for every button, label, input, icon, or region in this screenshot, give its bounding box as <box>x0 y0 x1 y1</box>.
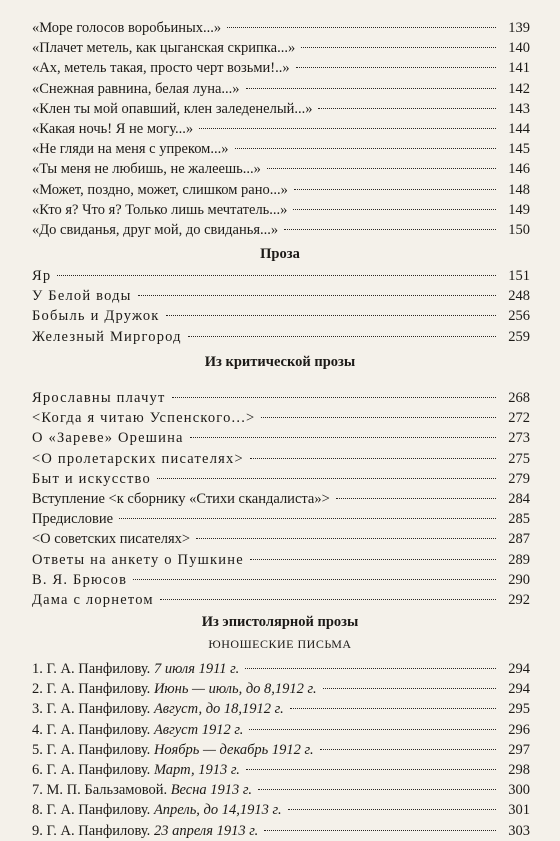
toc-entry <box>32 509 530 529</box>
letter-addressee: Г. А. Панфилову. <box>46 721 151 738</box>
letter-date: 23 апреля 1913 г. <box>153 822 259 839</box>
page-number: 289 <box>508 551 530 568</box>
toc-entry <box>32 58 530 78</box>
letter-addressee: Г. А. Панфилову. <box>46 822 151 839</box>
toc-entry <box>32 220 530 240</box>
toc-entry <box>32 679 530 699</box>
dot-leader <box>227 27 496 28</box>
dot-leader <box>188 336 496 337</box>
page-number: 151 <box>508 268 530 284</box>
entry-title <box>32 659 239 679</box>
toc-entry <box>32 760 530 780</box>
toc-entry <box>32 38 530 58</box>
dot-leader <box>245 668 496 669</box>
dot-leader <box>258 789 496 790</box>
page-number: 300 <box>508 782 530 799</box>
page-number: 297 <box>508 741 530 758</box>
entry-title: В. Я. Брюсов <box>32 571 128 588</box>
toc-entry <box>32 449 530 469</box>
toc-entry <box>32 306 530 326</box>
letter-number: 1. <box>32 661 43 677</box>
entry-title: «Ах, метель такая, просто черт возьми!..» <box>32 60 290 77</box>
entry-title: Предисловие <box>32 511 114 528</box>
toc-entry <box>32 388 530 408</box>
page-number: 275 <box>508 450 530 467</box>
letter-date: Август, до 18,1912 г. <box>153 701 284 718</box>
letter-number: 2. <box>32 681 43 698</box>
entry-title: Дама с лорнетом <box>32 591 154 608</box>
dot-leader <box>323 688 496 689</box>
page-number: 295 <box>508 701 530 718</box>
page-number: 285 <box>508 511 530 528</box>
entry-title <box>32 760 240 780</box>
section-subheading-youth-letters: ЮНОШЕСКИЕ ПИСЬМА <box>208 637 352 651</box>
letter-addressee: М. П. Бальзамовой. <box>46 782 168 799</box>
toc-entry <box>32 327 530 347</box>
toc-entry <box>32 408 530 428</box>
section-heading-critical-prose: Из критической прозы <box>204 354 356 370</box>
page-number: 149 <box>508 201 530 218</box>
dot-leader <box>119 518 496 519</box>
page-number: 259 <box>508 328 530 345</box>
toc-entry <box>32 139 530 159</box>
entry-title: <О советских писателях> <box>32 531 191 548</box>
dot-leader <box>267 168 496 169</box>
page-number: 256 <box>508 308 530 325</box>
toc-entry <box>32 119 530 139</box>
letter-date: Апрель, до 14,1913 г. <box>153 802 282 819</box>
entry-title <box>32 720 243 740</box>
letter-date: Июнь — июль, до 8,1912 г. <box>153 681 317 698</box>
dot-leader <box>250 559 496 560</box>
toc-entry <box>32 79 530 99</box>
letter-addressee: Г. А. Панфилову. <box>46 661 151 677</box>
dot-leader <box>138 295 496 296</box>
letter-number: 4. <box>32 721 43 738</box>
toc-entry <box>32 570 530 590</box>
entry-title: «Плачет метель, как цыганская скрипка...» <box>32 40 296 57</box>
letter-number: 7. <box>32 782 43 799</box>
entry-title: Вступление <к сборнику «Стихи скандалиста»> <box>32 490 330 507</box>
dot-leader <box>294 189 496 190</box>
page-number: 296 <box>508 721 530 738</box>
entry-title <box>32 780 252 800</box>
dot-leader <box>246 88 496 89</box>
dot-leader <box>172 397 496 398</box>
dot-leader <box>288 809 496 810</box>
letter-addressee: Г. А. Панфилову. <box>46 761 151 778</box>
page-number: 143 <box>508 100 530 117</box>
toc-entry <box>32 740 530 760</box>
entry-title: Железный Миргород <box>32 328 182 345</box>
letter-date: Август 1912 г. <box>153 721 244 738</box>
dot-leader <box>250 458 496 459</box>
entry-title: Бобыль и Дружок <box>32 308 160 325</box>
dot-leader <box>296 67 496 68</box>
section-heading-prose: Проза <box>260 246 300 262</box>
toc-entry <box>32 780 530 800</box>
page-number: 145 <box>508 141 530 158</box>
dot-leader <box>318 108 496 109</box>
letter-number: 8. <box>32 802 43 819</box>
letter-number: 6. <box>32 761 43 778</box>
letter-addressee: Г. А. Панфилову. <box>46 681 151 698</box>
letter-date: Ноябрь — декабрь 1912 г. <box>153 741 314 758</box>
toc-entry <box>32 18 530 38</box>
toc-entry <box>32 180 530 200</box>
page-number: 142 <box>508 80 530 97</box>
entry-title: Ответы на анкету о Пушкине <box>32 551 244 568</box>
toc-entry <box>32 159 530 179</box>
page-number: 140 <box>508 40 530 57</box>
dot-leader <box>336 498 496 499</box>
toc-entry <box>32 266 530 286</box>
entry-title: «Снежная равнина, белая луна...» <box>32 80 240 97</box>
letter-addressee: Г. А. Панфилову. <box>46 701 151 718</box>
dot-leader <box>261 417 496 418</box>
entry-title: <О пролетарских писателях> <box>32 450 244 467</box>
dot-leader <box>133 579 496 580</box>
page-number: 144 <box>508 120 530 137</box>
dot-leader <box>293 209 496 210</box>
dot-leader <box>190 437 496 438</box>
dot-leader <box>160 599 496 600</box>
entry-title: «До свиданья, друг мой, до свиданья...» <box>32 221 279 238</box>
dot-leader <box>284 229 496 230</box>
page-number: 290 <box>508 571 530 588</box>
toc-entry <box>32 489 530 509</box>
letter-date: Весна 1913 г. <box>170 782 253 799</box>
dot-leader <box>290 708 496 709</box>
toc-entry <box>32 659 530 679</box>
dot-leader <box>246 769 496 770</box>
page-number: 139 <box>508 20 530 36</box>
critical-prose-list <box>32 388 530 610</box>
dot-leader <box>57 275 496 276</box>
entry-title: «Море голосов воробьиных...» <box>32 20 222 36</box>
prose-list <box>32 266 530 347</box>
page-number: 294 <box>508 681 530 698</box>
toc-entry <box>32 800 530 820</box>
entry-title: «Кто я? Что я? Только лишь мечтатель...» <box>32 201 288 218</box>
dot-leader <box>196 538 496 539</box>
page-number: 150 <box>508 221 530 238</box>
toc-entry <box>32 99 530 119</box>
page-number: 287 <box>508 531 530 548</box>
dot-leader <box>249 729 496 730</box>
page-number: 298 <box>508 761 530 778</box>
page-number: 273 <box>508 430 530 447</box>
toc-entry <box>32 428 530 448</box>
page-number: 146 <box>508 161 530 178</box>
toc-entry <box>32 590 530 610</box>
page-number: 284 <box>508 490 530 507</box>
entry-title: Яр <box>32 268 52 284</box>
entry-title: Ярославны плачут <box>32 390 166 406</box>
page-number: 248 <box>508 288 530 305</box>
letter-number: 3. <box>32 701 43 718</box>
entry-title: «Клен ты мой опавший, клен заледенелый...» <box>32 100 313 117</box>
letter-number: 5. <box>32 741 43 758</box>
entry-title <box>32 740 314 760</box>
dot-leader <box>157 478 496 479</box>
entry-title: У Белой воды <box>32 288 132 305</box>
letter-addressee: Г. А. Панфилову. <box>46 802 151 819</box>
page-number: 272 <box>508 410 530 427</box>
entry-title <box>32 800 282 820</box>
letter-addressee: Г. А. Панфилову. <box>46 741 151 758</box>
entry-title: <Когда я читаю Успенского...> <box>32 410 256 427</box>
dot-leader <box>235 148 497 149</box>
toc-entry <box>32 720 530 740</box>
toc-entry <box>32 529 530 549</box>
page-number: 148 <box>508 181 530 198</box>
entry-title: «Может, поздно, может, слишком рано...» <box>32 181 288 198</box>
page-number: 292 <box>508 591 530 608</box>
page-number: 279 <box>508 470 530 487</box>
toc-entry <box>32 699 530 719</box>
dot-leader <box>264 830 496 831</box>
dot-leader <box>166 315 496 316</box>
entry-title: «Не гляди на меня с упреком...» <box>32 141 229 158</box>
section-heading-epistolary-prose: Из эпистолярной прозы <box>201 614 359 630</box>
entry-title: «Какая ночь! Я не могу...» <box>32 120 194 137</box>
entry-title <box>32 699 284 719</box>
entry-title: «Ты меня не любишь, не жалеешь...» <box>32 161 261 178</box>
letters-list <box>32 659 530 841</box>
page-number: 301 <box>508 802 530 819</box>
dot-leader <box>199 128 496 129</box>
page-number: 294 <box>508 661 530 677</box>
dot-leader <box>301 47 496 48</box>
letter-number: 9. <box>32 822 43 839</box>
toc-entry <box>32 469 530 489</box>
entry-title <box>32 679 317 699</box>
toc-entry <box>32 286 530 306</box>
poems-list <box>32 18 530 240</box>
toc-entry <box>32 200 530 220</box>
letter-date: Март, 1913 г. <box>153 761 240 778</box>
dot-leader <box>320 749 496 750</box>
letter-date: 7 июля 1911 г. <box>153 661 240 677</box>
page-number: 141 <box>508 60 530 77</box>
page-number: 303 <box>508 822 530 839</box>
page-number: 268 <box>508 390 530 406</box>
entry-title: О «Зареве» Орешина <box>32 430 184 447</box>
toc-entry <box>32 550 530 570</box>
entry-title: Быт и искусство <box>32 470 151 487</box>
